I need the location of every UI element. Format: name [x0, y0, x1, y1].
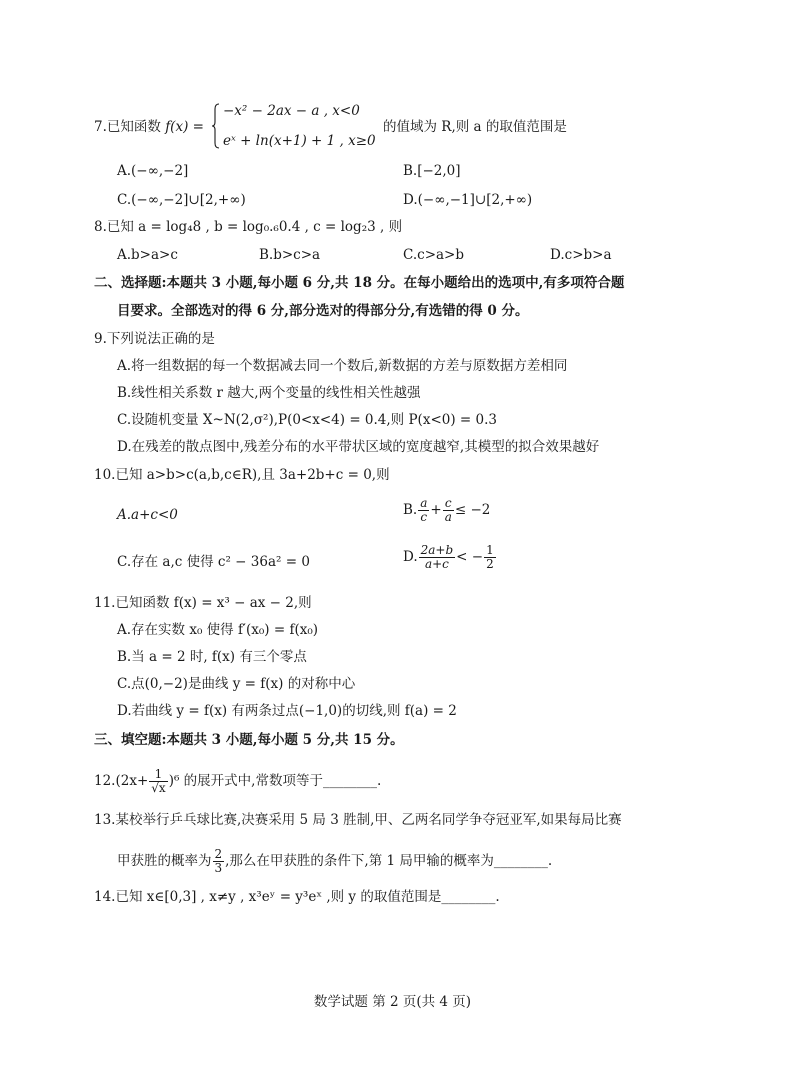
section-3-heading: 三、填空题:本题共 3 小题,每小题 5 分,共 15 分。 — [94, 732, 404, 748]
section-2-heading: 二、选择题:本题共 3 小题,每小题 6 分,共 18 分。在每小题给出的选项中,有多项符合题 — [94, 275, 625, 291]
q10-stem: 10.已知 a>b>c(a,b,c∈R),且 3a+2b+c = 0,则 — [94, 467, 390, 483]
fraction: $\frac{2a+b}{a+c}$ — [420, 543, 454, 571]
q9-option-d: D.在残差的散点图中,残差分布的水平带状区域的宽度越窄,其模型的拟合效果越好 — [117, 439, 600, 455]
q13-stem-line2: 甲获胜的概率为 $\frac{2}{3}$ ,那么在甲获胜的条件下,第 1 局甲输的概率为________. — [117, 847, 553, 875]
q14-stem: 14.已知 x∈[0,3] , x≠y , x³eʸ = y³eˣ ,则 y 的取值范围是________. — [94, 889, 500, 905]
q10-option-b: B. $\frac{a}{c}$ + $\frac{c}{a}$ ≤ −2 — [403, 496, 491, 524]
q8-stem: 8.已知 a = log₄8 , b = log₀.₆0.4 , c = log₂3 , 则 — [94, 219, 403, 235]
q11-option-c: C.点(0,−2)是曲线 y = f(x) 的对称中心 — [117, 676, 356, 692]
q9-option-b: B.线性相关系数 r 越大,两个变量的线性相关性越强 — [117, 385, 421, 401]
q11-option-d: D.若曲线 y = f(x) 有两条过点(−1,0)的切线,则 f(a) = 2 — [117, 703, 457, 719]
q10-option-a: A.a+c<0 — [117, 507, 178, 523]
q12-stem: 12.(2x+ $\frac{1}{√x}$ )⁶ 的展开式中,常数项等于________. — [94, 767, 382, 795]
section-2-heading-line2: 目要求。全部选对的得 6 分,部分选对的得部分分,有选错的得 0 分。 — [117, 303, 529, 319]
q10-option-d: D. $\frac{2a+b}{a+c}$ < − $\frac{1}{2}$ — [403, 543, 494, 571]
q8-option-d: D.c>b>a — [550, 247, 612, 263]
fraction: $\frac{1}{√x}$ — [151, 767, 166, 795]
q8-option-c: C.c>a>b — [403, 247, 465, 263]
q9-stem: 9.下列说法正确的是 — [94, 331, 215, 347]
q7-option-a: A.(−∞,−2] — [117, 163, 189, 179]
q9-option-c: C.设随机变量 X~N(2,σ²),P(0<x<4) = 0.4,则 P(x<0) = 0.3 — [117, 412, 497, 428]
q7-option-c: C.(−∞,−2]∪[2,+∞) — [117, 192, 246, 208]
q8-option-a: A.b>a>c — [117, 247, 178, 263]
q10-option-c: C.存在 a,c 使得 c² − 36a² = 0 — [117, 554, 310, 570]
q11-option-a: A.存在实数 x₀ 使得 f′(x₀) = f(x₀) — [117, 622, 319, 638]
fraction: $\frac{c}{a}$ — [444, 496, 452, 524]
q7-option-b: B.[−2,0] — [403, 163, 461, 179]
piecewise-brace — [212, 103, 220, 149]
q13-stem: 13.某校举行乒乓球比赛,决赛采用 5 局 3 胜制,甲、乙两名同学争夺冠亚军,如果每局比赛 — [94, 812, 622, 828]
q7-intro: 7.已知函数 f(x) = — [94, 119, 204, 135]
q7-option-d: D.(−∞,−1]∪[2,+∞) — [403, 192, 533, 208]
q7-case-1: −x² − 2ax − a , x<0 — [223, 103, 360, 119]
q9-option-a: A.将一组数据的每一个数据减去同一个数后,新数据的方差与原数据方差相同 — [117, 358, 568, 374]
q7-case-2: eˣ + ln(x+1) + 1 , x≥0 — [223, 133, 376, 149]
fraction: $\frac{1}{2}$ — [486, 543, 494, 571]
q11-stem: 11.已知函数 f(x) = x³ − ax − 2,则 — [94, 595, 312, 611]
q8-option-b: B.b>c>a — [259, 247, 321, 263]
q7-tail: 的值域为 R,则 a 的取值范围是 — [383, 119, 567, 135]
fraction: $\frac{2}{3}$ — [214, 847, 223, 875]
page-footer: 数学试题 第 2 页(共 4 页) — [313, 994, 472, 1010]
q11-option-b: B.当 a = 2 时, f(x) 有三个零点 — [117, 649, 307, 665]
fraction: $\frac{a}{c}$ — [420, 496, 428, 524]
